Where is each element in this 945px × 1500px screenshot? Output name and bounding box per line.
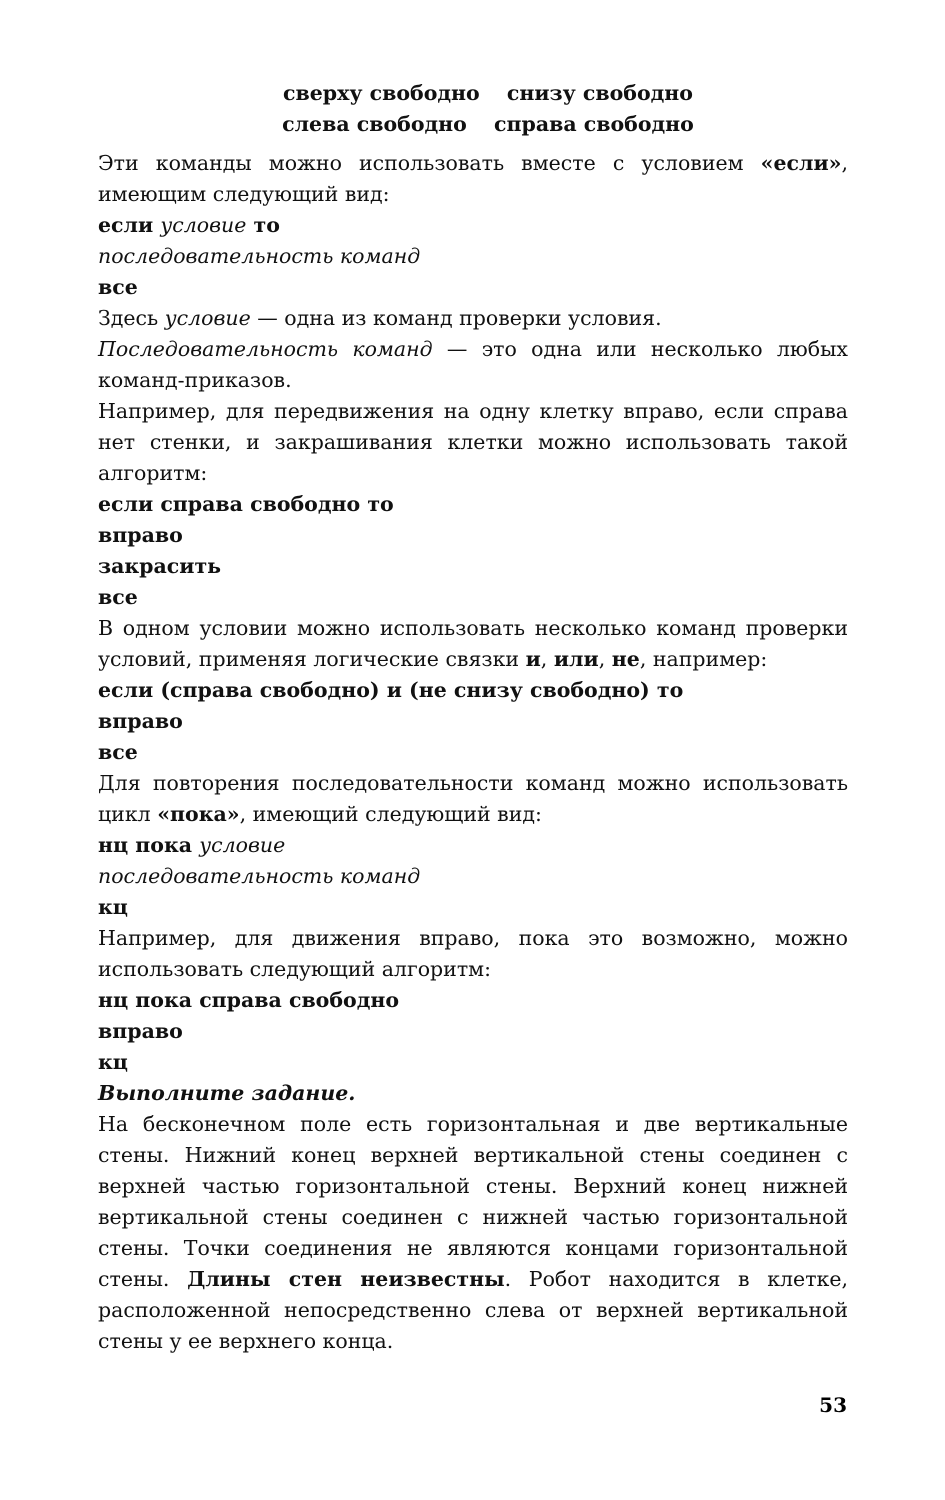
- task-title: Выполните задание.: [98, 1081, 356, 1105]
- if-syntax-line-2: последовательность команд: [98, 244, 421, 268]
- command-right-free: справа свободно: [494, 112, 694, 136]
- if-syntax-line-1: если условие то: [98, 213, 280, 237]
- example1-line-3: закрасить: [98, 554, 222, 578]
- example2-line-1: если (справа свободно) и (не снизу свободно) то: [98, 678, 684, 702]
- command-bottom-free: снизу свободно: [506, 81, 693, 105]
- example2-line-2: вправо: [98, 709, 183, 733]
- example1-line-2: вправо: [98, 523, 183, 547]
- example3-line-1: нц пока справа свободно: [98, 988, 400, 1012]
- command-top-free: сверху свободно: [283, 81, 480, 105]
- paragraph-example-intro: Например, для передвижения на одну клетку вправо, если справа нет стенки, и закрашивания клетки можно использовать такой алгоритм:: [98, 399, 848, 485]
- loop-syntax-line-1: нц пока условие: [98, 833, 286, 857]
- page-body: [98, 78, 848, 1357]
- loop-syntax-line-3: кц: [98, 895, 128, 919]
- if-syntax-line-3: все: [98, 275, 138, 299]
- loop-syntax-line-2: последовательность команд: [98, 864, 421, 888]
- example3-line-3: кц: [98, 1050, 128, 1074]
- example1-line-1: если справа свободно то: [98, 492, 394, 516]
- example3-line-2: вправо: [98, 1019, 183, 1043]
- example1-line-4: все: [98, 585, 138, 609]
- paragraph-condition: Здесь условие — одна из команд проверки условия.: [98, 306, 662, 330]
- command-left-free: слева свободно: [282, 112, 467, 136]
- command-header-row-2: [98, 109, 848, 140]
- page-number: 53: [819, 1393, 847, 1417]
- command-header-row-1: [98, 78, 848, 109]
- paragraph-loop-example-intro: Например, для движения вправо, пока это возможно, можно использовать следующий алгоритм:: [98, 926, 848, 981]
- paragraph-if-intro: Эти команды можно использовать вместе с условием «если», имеющим следующий вид:: [98, 151, 848, 206]
- paragraph-task: На бесконечном поле есть горизонтальная и две вертикальные стены. Нижний конец верхней вертикальной стены соединен с верхней частью горизонтальной стены. Верхний конец нижней вертикальной стены соединен с нижней частью горизонтальной стены. Точки соединения не являются концами горизонтальной стены. Длины стен неизвестны. Робот находится в клетке, расположенной непосредственно слева от верхней вертикальной стены у ее верхнего конца.: [98, 1112, 848, 1353]
- paragraph-logic: В одном условии можно использовать несколько команд проверки условий, применяя логические связки и, или, не, например:: [98, 616, 848, 671]
- paragraph-sequence: Последовательность команд — это одна или несколько любых команд-приказов.: [98, 337, 848, 392]
- example2-line-3: все: [98, 740, 138, 764]
- paragraph-loop-intro: Для повторения последовательности команд можно использовать цикл «пока», имеющий следующий вид:: [98, 771, 848, 826]
